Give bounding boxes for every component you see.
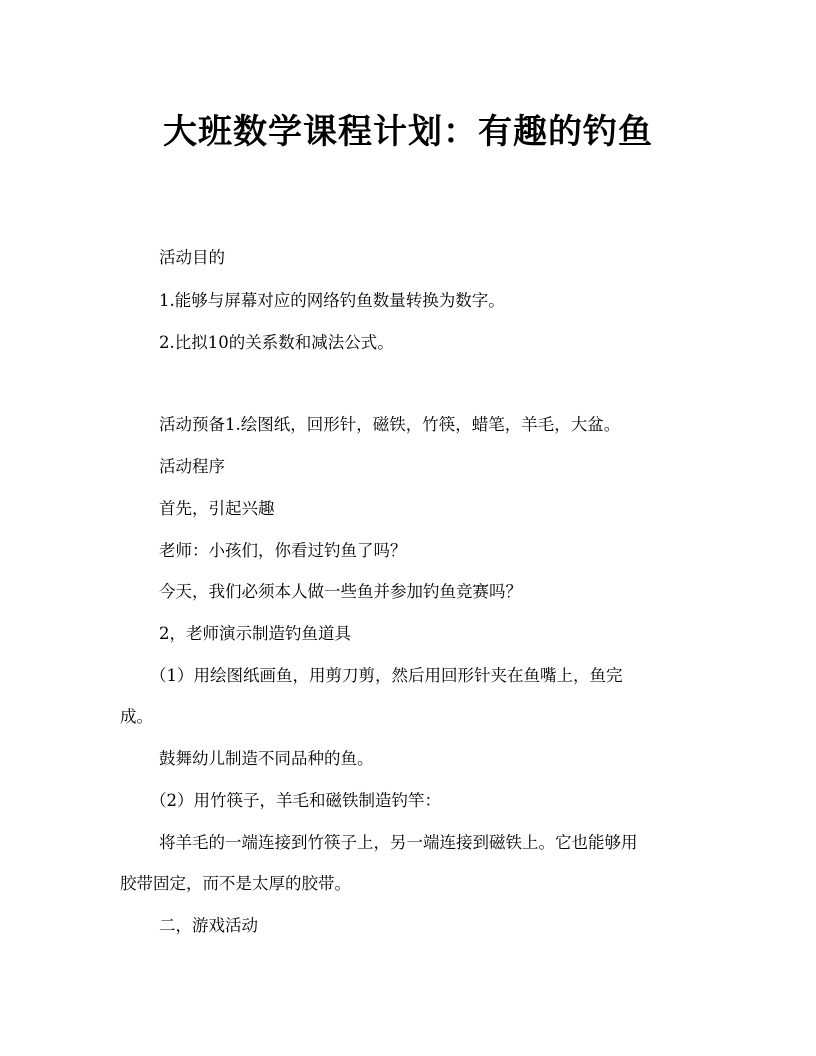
paragraph-goal-1: 1.能够与屏幕对应的网络钓鱼数量转换为数字。 <box>159 291 505 310</box>
paragraph-procedure-heading: 活动程序 <box>159 457 225 476</box>
document-title: 大班数学课程计划：有趣的钓鱼 <box>163 112 653 152</box>
paragraph-game-activity: 二，游戏活动 <box>159 916 258 935</box>
paragraph-teacher-question: 老师：小孩们，你看过钓鱼了吗？ <box>159 541 407 560</box>
paragraph-step-first: 首先，引起兴趣 <box>159 499 275 518</box>
paragraph-substep-2: （2）用竹筷子，羊毛和磁铁制造钓竿： <box>150 791 441 810</box>
paragraph-substep-1-line1: （1）用绘图纸画鱼，用剪刀剪，然后用回形针夹在鱼嘴上，鱼完 <box>150 666 623 685</box>
paragraph-goal-2: 2.比拟10的关系数和减法公式。 <box>159 333 394 352</box>
paragraph-step-2: 2，老师演示制造钓鱼道具 <box>159 624 351 643</box>
paragraph-substep-1-line2: 成。 <box>120 707 153 726</box>
paragraph-encourage: 鼓舞幼儿制造不同品种的鱼。 <box>159 749 374 768</box>
paragraph-rod-line2: 胶带固定，而不是太厚的胶带。 <box>120 874 351 893</box>
paragraph-activity-goal-heading: 活动目的 <box>159 248 225 267</box>
paragraph-rod-line1: 将羊毛的一端连接到竹筷子上，另一端连接到磁铁上。它也能够用 <box>159 833 638 852</box>
paragraph-preparation: 活动预备1.绘图纸，回形针，磁铁，竹筷，蜡笔，羊毛，大盆。 <box>159 415 621 434</box>
paragraph-today: 今天，我们必须本人做一些鱼并参加钓鱼竞赛吗？ <box>159 582 522 601</box>
